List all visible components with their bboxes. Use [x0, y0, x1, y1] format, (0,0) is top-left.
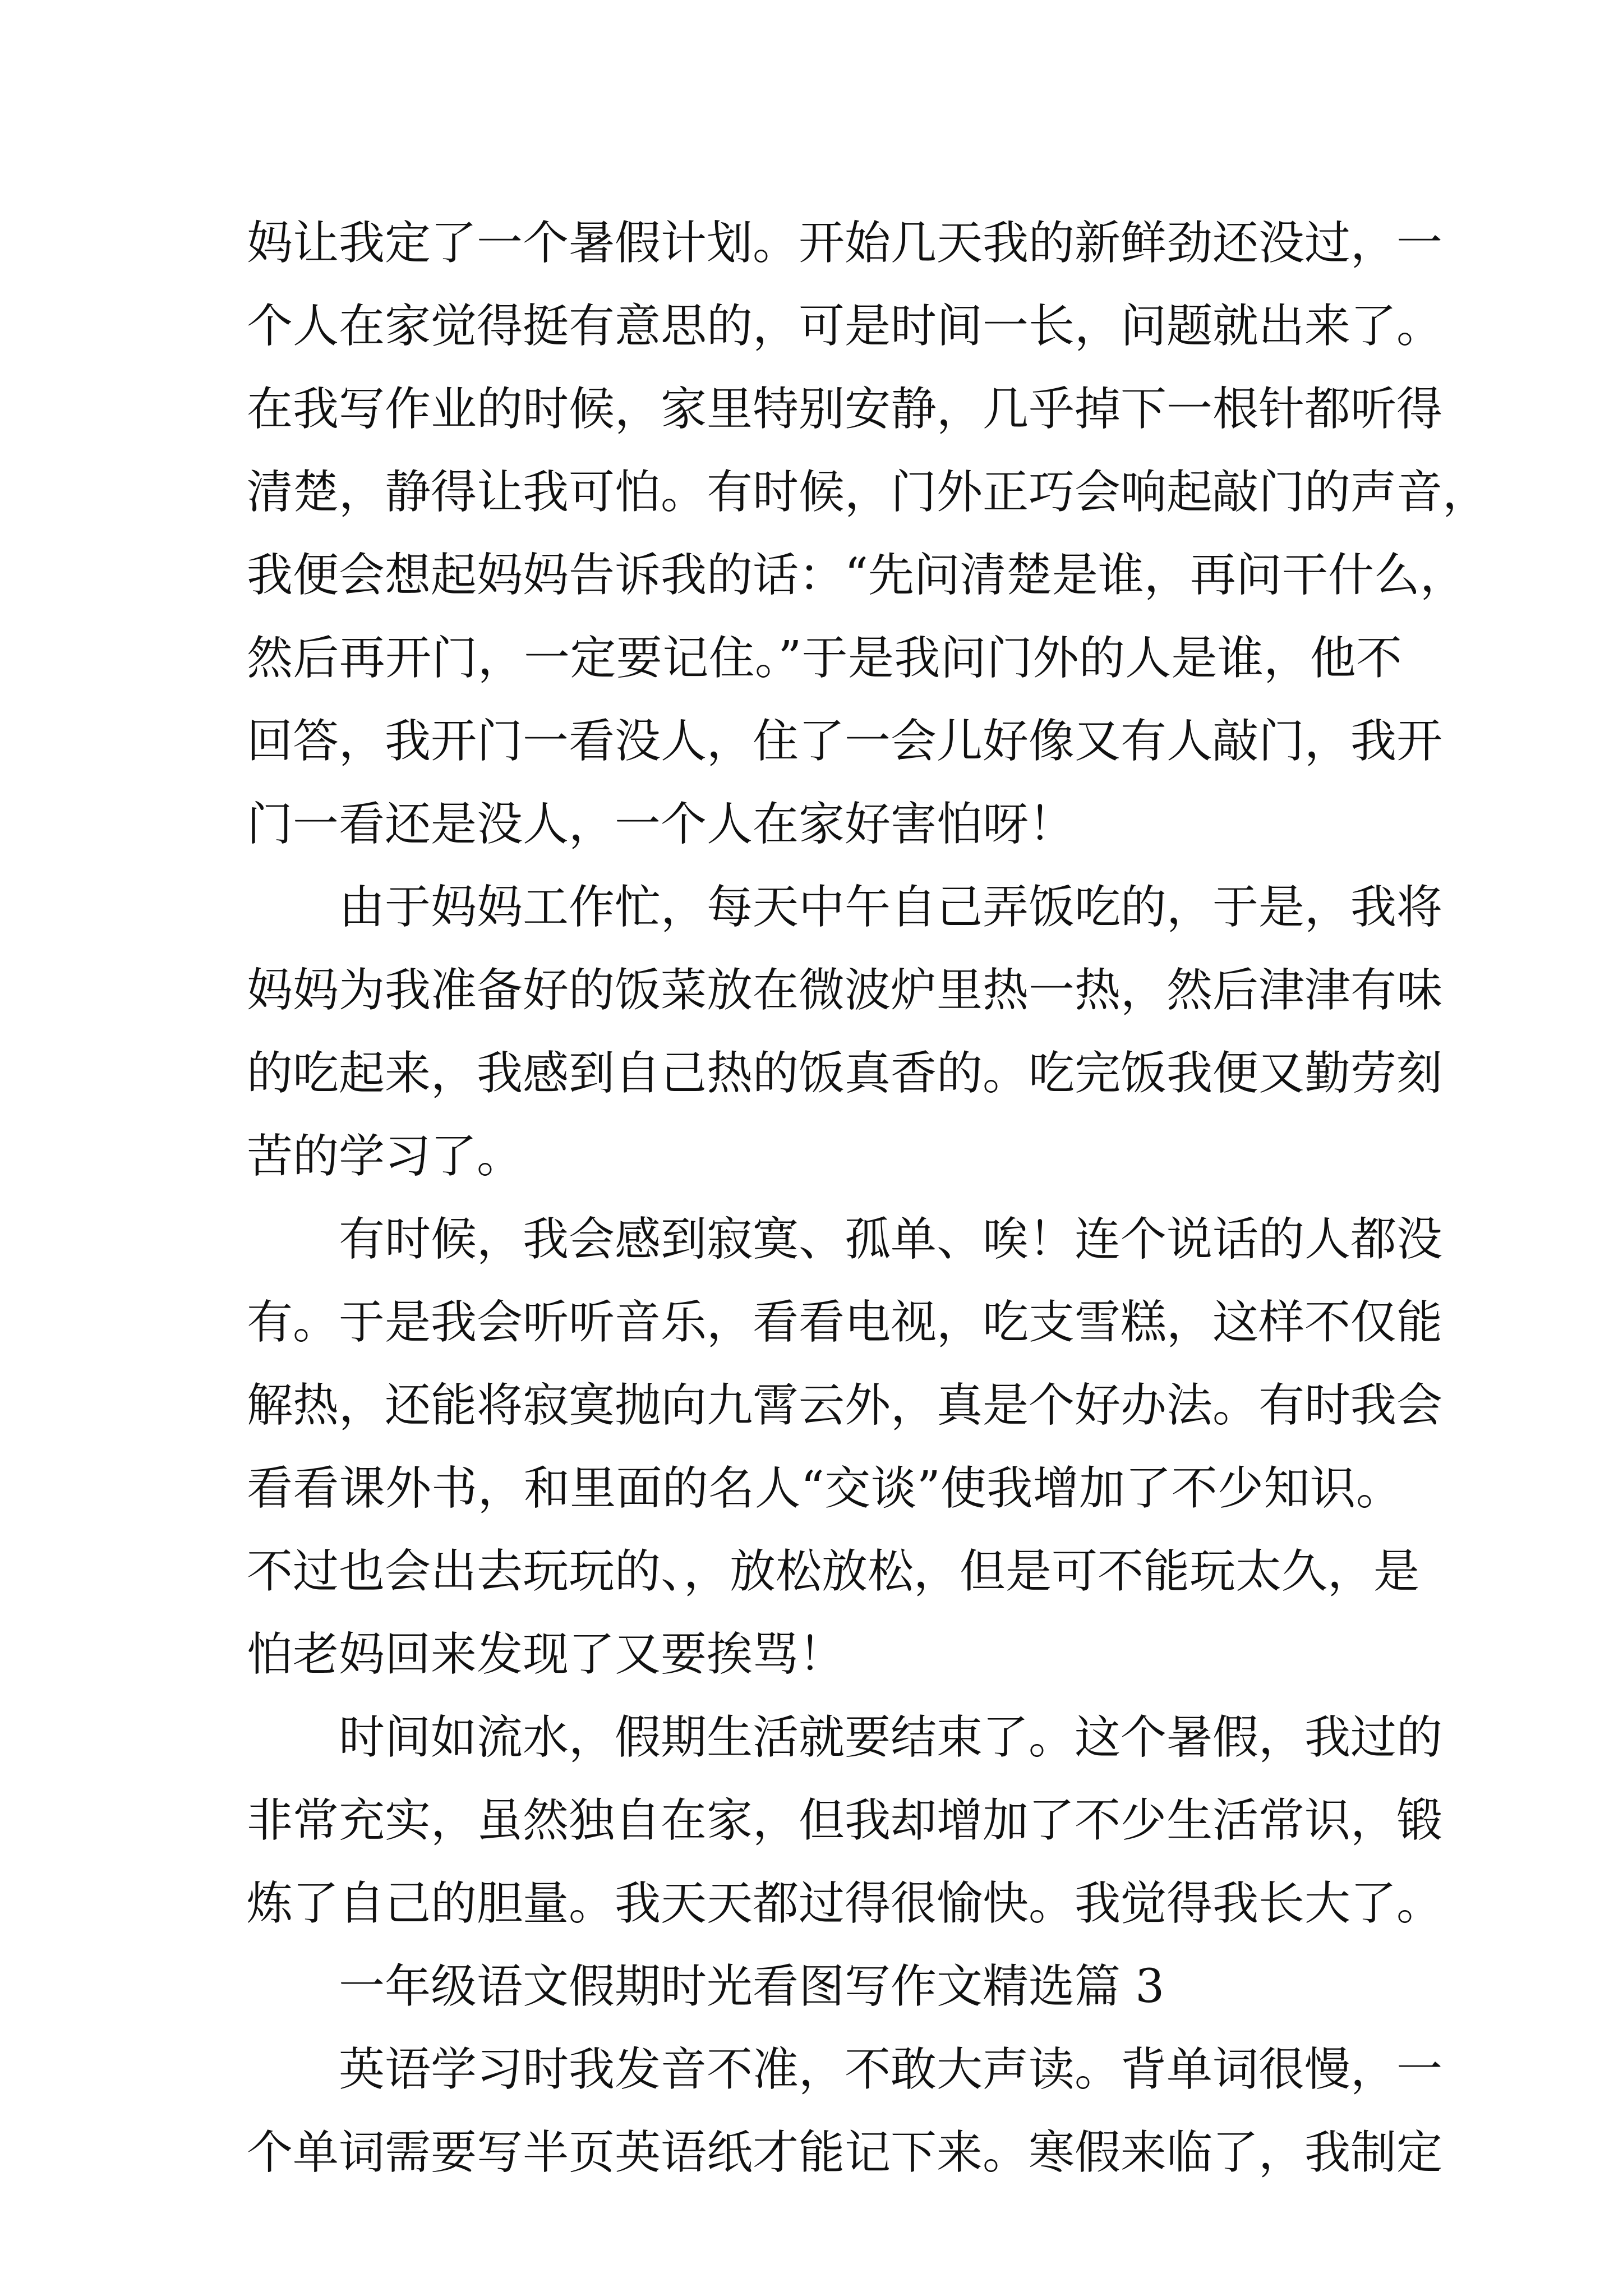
text-line: 我便会想起妈妈告诉我的话：“先问清楚是谁，再问干什么， [247, 549, 1466, 602]
text-line: 看看课外书，和里面的名人“交谈”使我增加了不少知识。 [247, 1462, 1402, 1515]
text-line: 英语学习时我发音不准，不敢大声读。背单词很慢，一 [339, 2043, 1443, 2096]
text-line: 怕老妈回来发现了又要挨骂！ [247, 1628, 845, 1681]
text-line: 解热，还能将寂寞抛向九霄云外，真是个好办法。有时我会 [247, 1379, 1443, 1432]
text-line: 非常充实，虽然独自在家，但我却增加了不少生活常识，锻 [247, 1794, 1443, 1847]
text-line: 门一看还是没人，一个人在家好害怕呀！ [247, 798, 1075, 851]
document-body [247, 202, 1489, 2194]
text-line: 炼了自己的胆量。我天天都过得很愉快。我觉得我长大了。 [247, 1877, 1443, 1930]
text-line: 个人在家觉得挺有意思的，可是时间一长，问题就出来了。 [247, 300, 1443, 353]
text-line: 有。于是我会听听音乐，看看电视，吃支雪糕，这样不仅能 [247, 1296, 1443, 1349]
text-line: 由于妈妈工作忙，每天中午自己弄饭吃的，于是，我将 [339, 881, 1443, 934]
text-line: 妈让我定了一个暑假计划。开始几天我的新鲜劲还没过，一 [247, 217, 1443, 270]
text-line: 个单词需要写半页英语纸才能记下来。寒假来临了，我制定 [247, 2126, 1443, 2179]
text-line: 然后再开门，一定要记住。”于是我问门外的人是谁，他不 [247, 632, 1402, 685]
text-line: 清楚，静得让我可怕。有时候，门外正巧会响起敲门的声音， [247, 466, 1489, 519]
text-line: 在我写作业的时候，家里特别安静，几乎掉下一根针都听得 [247, 383, 1443, 436]
text-line: 时间如流水，假期生活就要结束了。这个暑假，我过的 [339, 1711, 1443, 1764]
text-line: 有时候，我会感到寂寞、孤单、唉！连个说话的人都没 [339, 1213, 1443, 1266]
text-line: 妈妈为我准备好的饭菜放在微波炉里热一热，然后津津有味 [247, 964, 1443, 1017]
text-line: 不过也会出去玩玩的、，放松放松，但是可不能玩太久，是 [247, 1545, 1420, 1598]
text-line: 苦的学习了。 [247, 1130, 523, 1183]
text-line: 回答，我开门一看没人，住了一会儿好像又有人敲门，我开 [247, 715, 1443, 768]
text-line: 的吃起来，我感到自己热的饭真香的。吃完饭我便又勤劳刻 [247, 1047, 1443, 1100]
section-heading: 一年级语文假期时光看图写作文精选篇 3 [339, 1960, 1165, 2013]
